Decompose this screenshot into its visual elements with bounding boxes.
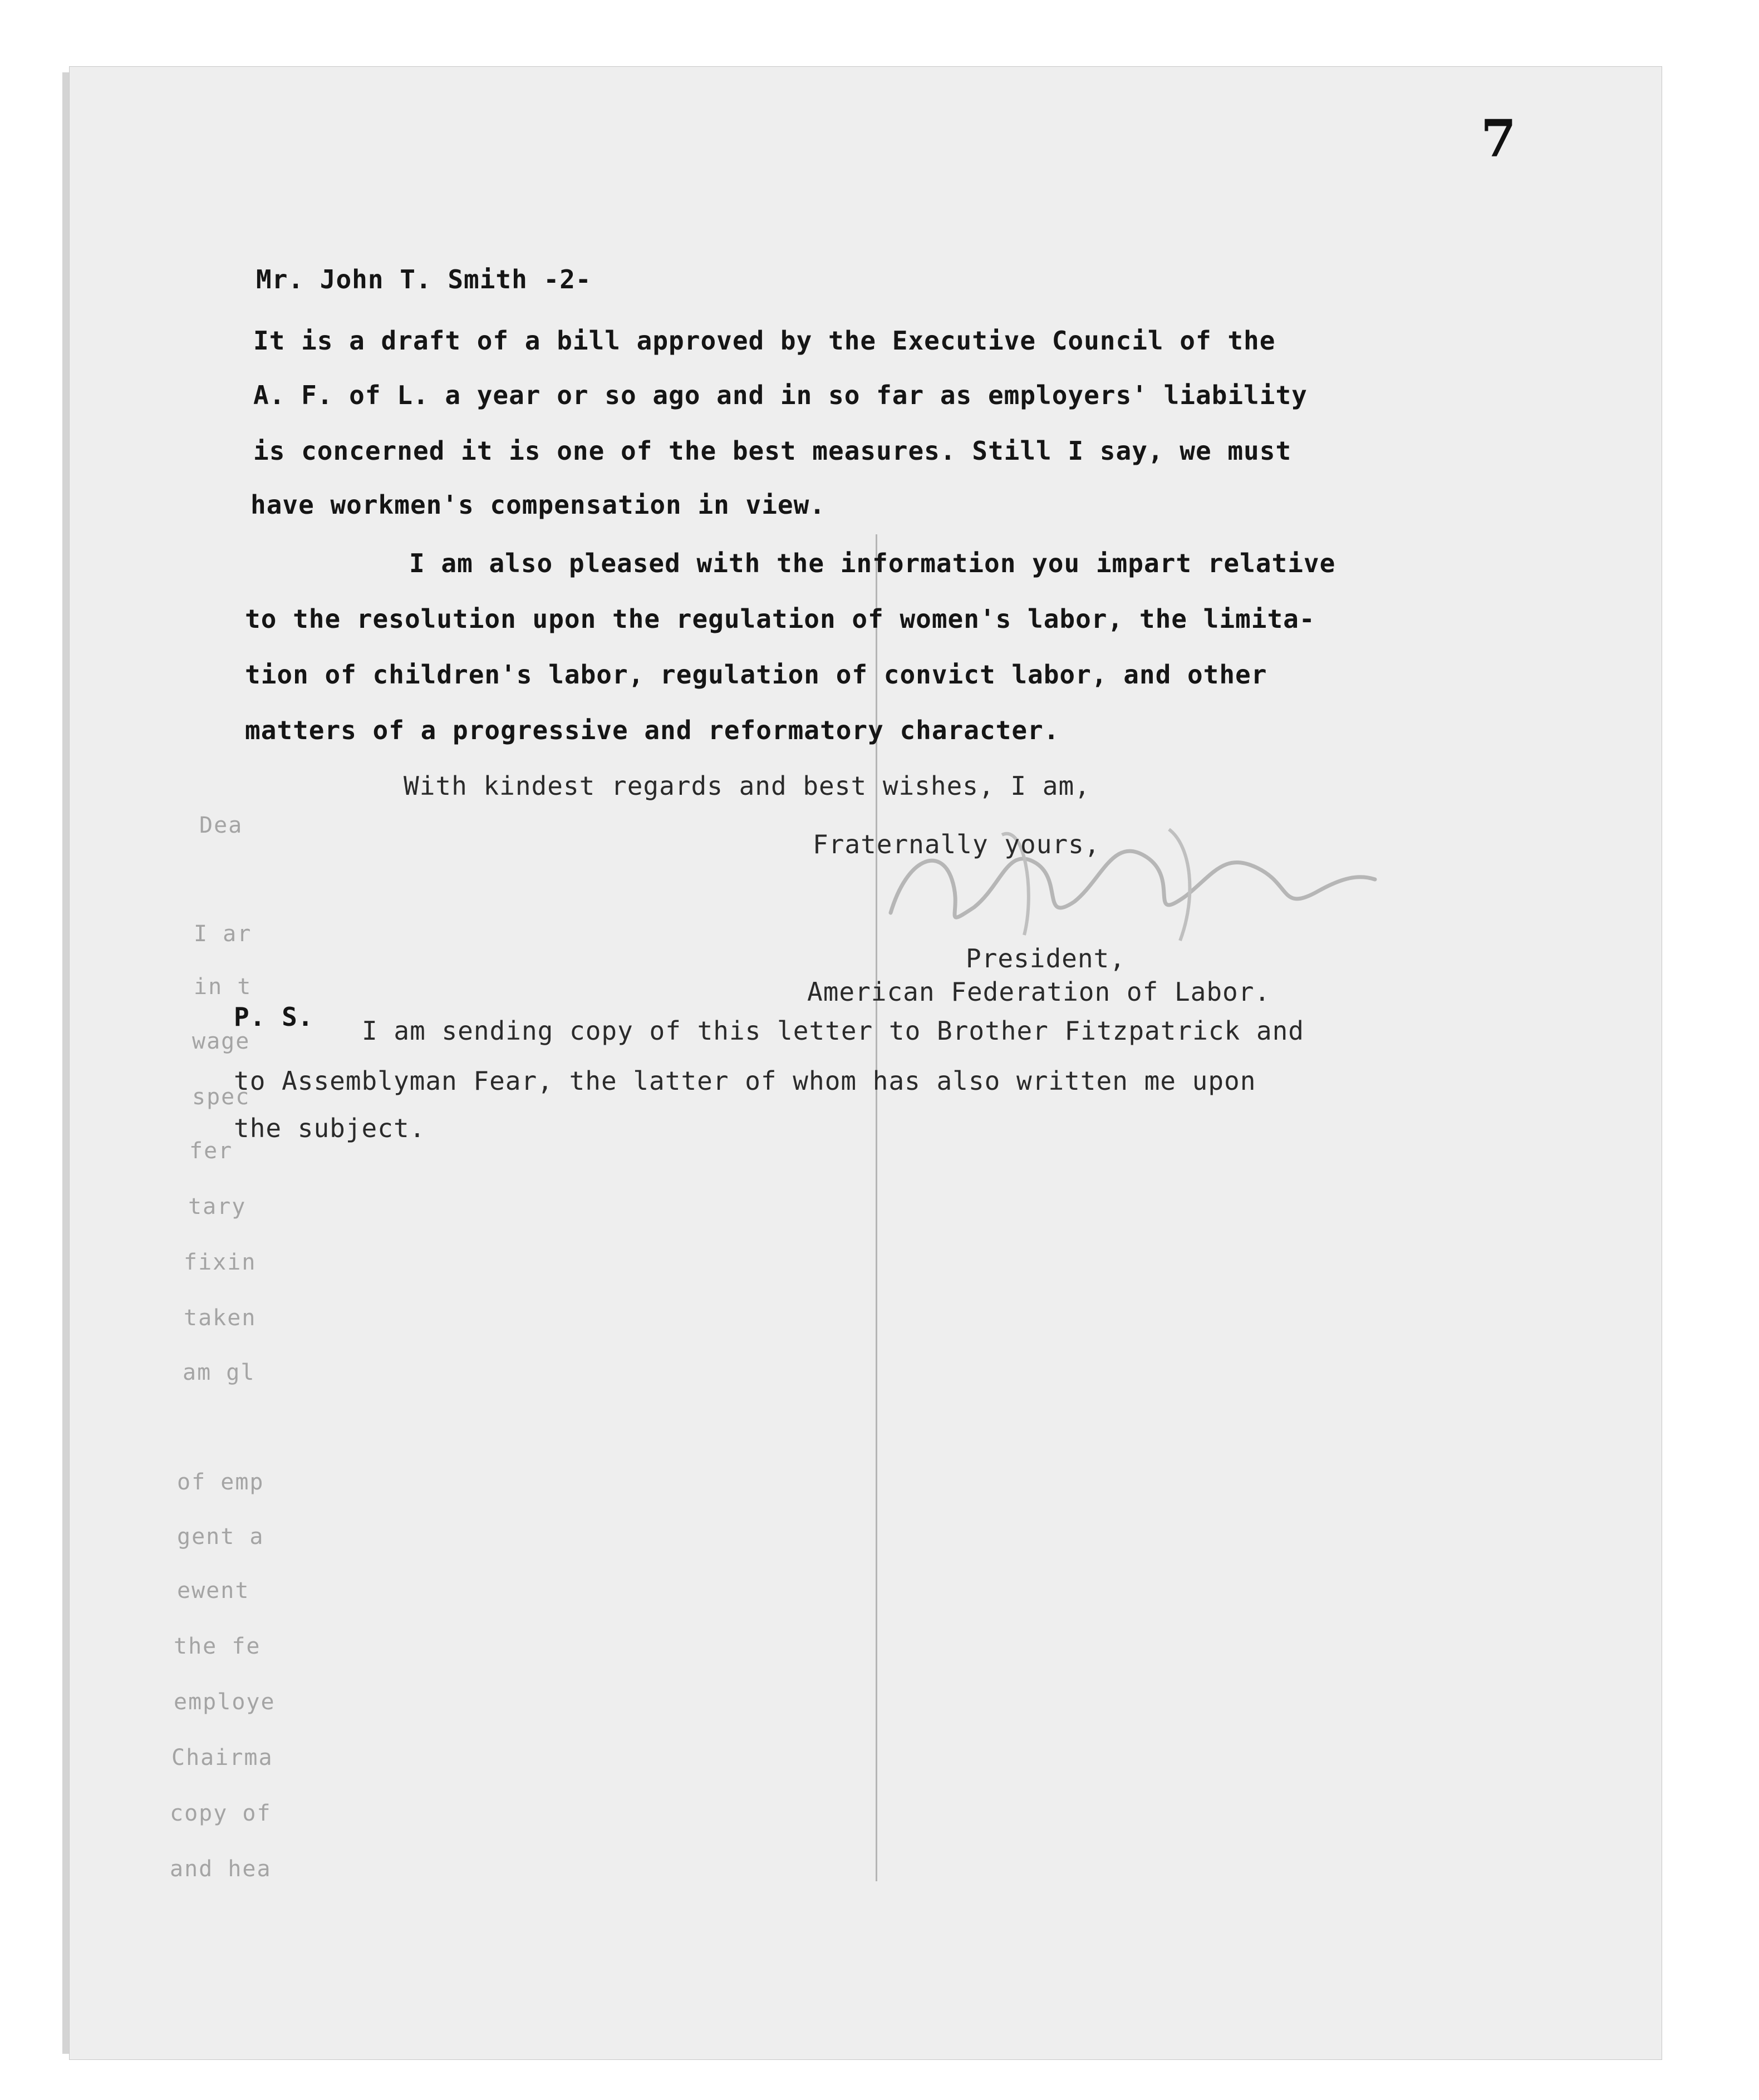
show-through-fragment: Dea — [199, 813, 243, 838]
show-through-fragment: in t — [194, 974, 252, 1000]
page-number: 7 — [1481, 109, 1517, 169]
signature-organization: American Federation of Labor. — [807, 977, 1271, 1007]
paragraph-line: is concerned it is one of the best measures. Still I say, we must — [253, 436, 1292, 466]
show-through-fragment: I ar — [194, 921, 252, 947]
show-through-fragment: and hea — [170, 1856, 272, 1882]
show-through-fragment: copy of — [170, 1801, 272, 1826]
show-through-fragment: wage — [192, 1029, 250, 1054]
show-through-fragment: taken — [184, 1305, 257, 1331]
postscript-line: to Assemblyman Fear, the latter of whom has also written me upon — [234, 1066, 1256, 1096]
paragraph-line: have workmen's compensation in view. — [250, 490, 826, 520]
postscript-line: the subject. — [234, 1113, 426, 1143]
show-through-fragment: ewent — [177, 1578, 250, 1604]
show-through-fragment: fer — [189, 1138, 233, 1164]
paragraph-line: It is a draft of a bill approved by the Executive Council of the — [253, 326, 1276, 356]
paragraph-line: I am also pleased with the information you impart relative — [409, 548, 1336, 578]
show-through-fragment: tary — [188, 1194, 247, 1219]
show-through-fragment: of emp — [177, 1469, 264, 1495]
show-through-fragment: gent a — [177, 1524, 264, 1550]
complimentary-close: Fraternally yours, — [813, 829, 1100, 859]
postscript-line: I am sending copy of this letter to Brother Fitzpatrick and — [362, 1016, 1304, 1046]
show-through-fragment: employe — [174, 1689, 276, 1715]
paragraph-line: tion of children's labor, regulation of convict labor, and other — [245, 660, 1267, 690]
closing-line: With kindest regards and best wishes, I am, — [404, 771, 1090, 801]
show-through-fragment: Chairma — [171, 1745, 273, 1771]
letter-sheet — [70, 67, 1662, 2059]
postscript-label: P. S. — [234, 1002, 314, 1032]
paragraph-line: A. F. of L. a year or so ago and in so far as employers' liability — [253, 380, 1308, 410]
signature-title: President, — [966, 943, 1126, 973]
paragraph-line: matters of a progressive and reformatory character. — [245, 715, 1060, 745]
show-through-fragment: spec — [192, 1084, 250, 1110]
show-through-fragment: the fe — [174, 1634, 261, 1659]
letter-heading: Mr. John T. Smith -2- — [256, 264, 592, 294]
show-through-fragment: am gl — [183, 1360, 256, 1385]
paragraph-line: to the resolution upon the regulation of women's labor, the limita- — [245, 604, 1315, 634]
show-through-fragment: fixin — [184, 1250, 257, 1275]
